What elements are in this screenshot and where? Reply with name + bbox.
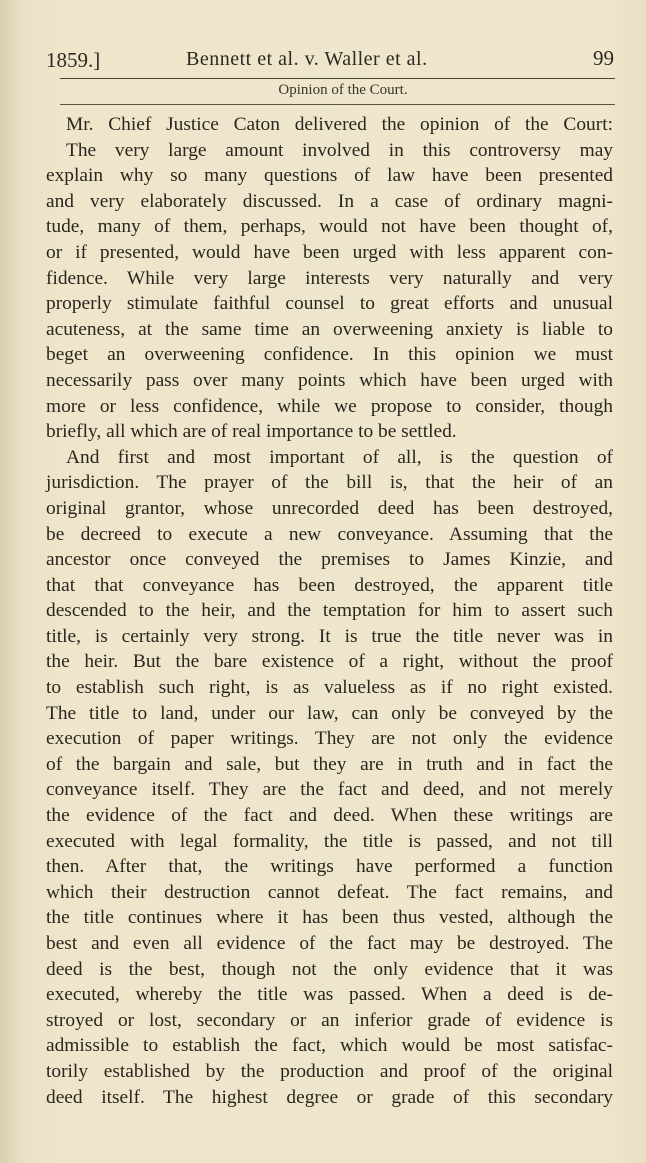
text-line: ancestor once conveyed the premises to James Kinzie, and — [46, 549, 613, 571]
text-line: best and even all evidence of the fact may be destroyed. The — [46, 933, 613, 954]
text-line: which their destruction cannot defeat. The fact remains, and — [46, 881, 613, 903]
page-number: 99 — [593, 46, 614, 70]
text-line: admissible to establish the fact, which would be most satisfac- — [46, 1035, 613, 1057]
text-line: beget an overweening confidence. In this opinion we must — [46, 344, 613, 366]
text-line: acuteness, at the same time an overweening anxiety is liable to — [46, 318, 613, 340]
text-line: torily established by the production and proof of the original — [46, 1060, 613, 1082]
text-line: deed is the best, though not the only evidence that it was — [46, 958, 613, 980]
text-line: necessarily pass over many points which have been urged with — [46, 369, 613, 391]
text-line: Mr. Chief Justice Caton delivered the opinion of the Court: — [66, 114, 613, 135]
text-line: And first and most important of all, is the question of — [66, 446, 613, 468]
text-line: then. After that, the writings have performed a function — [46, 856, 613, 878]
text-line: the title continues where it has been thus vested, although the — [46, 907, 613, 929]
subheading-rule — [60, 104, 615, 105]
text-line: deed itself. The highest degree or grade of this secondary — [46, 1086, 613, 1108]
text-line: or if presented, would have been urged with less apparent con- — [46, 241, 613, 263]
text-line: the evidence of the fact and deed. When these writings are — [46, 805, 613, 827]
text-line: explain why so many questions of law have been presented — [46, 165, 613, 187]
text-line: be decreed to execute a new conveyance. Assuming that the — [46, 523, 613, 545]
text-line: executed, whereby the title was passed. When a deed is de- — [46, 984, 613, 1006]
page-header — [46, 44, 616, 74]
text-line: execution of paper writings. They are not only the evidence — [46, 728, 613, 750]
text-line: tude, many of them, perhaps, would not have been thought of, — [46, 216, 613, 238]
text-line: The very large amount involved in this controversy may — [66, 139, 613, 161]
text-line: more or less confidence, while we propose to consider, though — [46, 395, 613, 417]
text-line: that that conveyance has been destroyed, the apparent title — [46, 574, 613, 596]
text-line: conveyance itself. They are the fact and deed, and not merely — [46, 779, 613, 801]
text-line: descended to the heir, and the temptation for him to assert such — [46, 600, 613, 622]
text-line: fidence. While very large interests very naturally and very — [46, 267, 613, 289]
header-year: 1859.] — [46, 48, 101, 72]
text-line: stroyed or lost, secondary or an inferior grade of evidence is — [46, 1009, 613, 1031]
text-line: jurisdiction. The prayer of the bill is, that the heir of an — [46, 472, 613, 494]
header-running-title: Bennett et al. v. Waller et al. — [186, 48, 428, 70]
text-line: original grantor, whose unrecorded deed has been destroyed, — [46, 497, 613, 519]
opinion-body — [46, 112, 613, 1110]
section-subheading: Opinion of the Court. — [278, 82, 408, 98]
text-line: to establish such right, is as valueless as if no right existed. — [46, 677, 613, 699]
text-line: properly stimulate faithful counsel to great efforts and unusual — [46, 293, 613, 315]
text-line: executed with legal formality, the title is passed, and not till — [46, 830, 613, 852]
text-line: of the bargain and sale, but they are in truth and in fact the — [46, 753, 613, 775]
text-line: briefly, all which are of real importance to be settled. — [46, 421, 457, 443]
header-rule — [60, 78, 615, 79]
text-line: the heir. But the bare existence of a right, without the proof — [46, 651, 613, 673]
text-line: and very elaborately discussed. In a case of ordinary magni- — [46, 190, 613, 212]
text-line: The title to land, under our law, can only be conveyed by the — [46, 702, 613, 724]
text-line: title, is certainly very strong. It is true the title never was in — [46, 625, 613, 647]
